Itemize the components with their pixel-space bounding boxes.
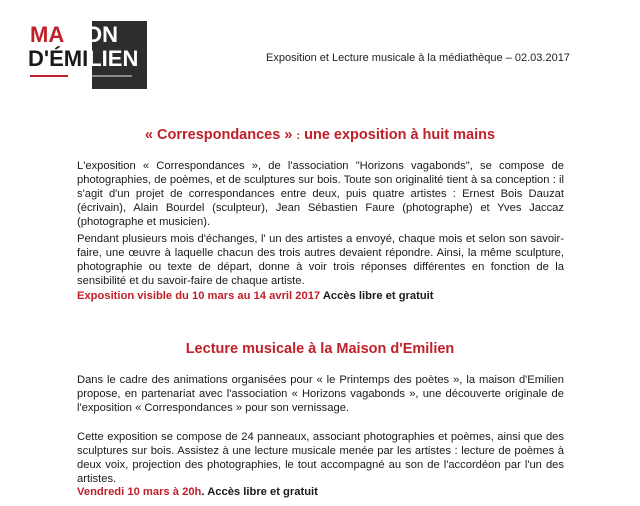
logo-underline-grey: [92, 75, 132, 77]
section1-paragraph-1: L'exposition « Correspondances », de l'association "Horizons vagabonds", se compose de photographies, de poèmes, et de sculptures sur bois. Toute son originalité tient à sa conception : il s'agit d'un projet de correspondances entre deux, puis quatre artistes : Ernest Bois Dauzat (écrivain), Alain Bourdel (sculpteur), Jean Sébastien Faure (photographe) et Yves Jaccaz (photographe et musicien).: [77, 160, 564, 228]
logo-mark: M: [30, 22, 49, 47]
maison-demilien-logo: [28, 21, 148, 89]
logo-line1-rest: ISON: [64, 22, 119, 47]
section2-paragraph-2: Cette exposition se compose de 24 panneaux, associant photographies et poèmes, ainsi que des sculptures sur bois. Assistez à une lecture musicale menée par les artistes : lecture de poèmes à deux voix, projection des photographies, le tout accompagné au son de l'accordéon par l'un des artistes.: [77, 431, 564, 485]
logo-a: A: [48, 22, 65, 47]
logo-underline-red: [30, 75, 68, 77]
reading-date: Vendredi 10 mars à 20h: [77, 486, 202, 498]
section2-date-line: [77, 486, 318, 498]
section1-paragraph-2: Pendant plusieurs mois d'échanges, l' un des artistes a envoyé, chaque mois et selon son savoir-faire, une œuvre à laquelle chacun des trois autres devaient répondre. Ainsi, la même sculpture, photographie ou texte de départ, donne à voir trois réponses différentes en fonction de la sensibilité et du savoir-faire de chaque artiste.: [77, 233, 564, 287]
section1-title-colon: :: [296, 130, 301, 142]
logo-line-1: [30, 24, 118, 46]
reading-date-sep: .: [201, 486, 208, 498]
logo-line-2: [28, 48, 138, 70]
section1-dates-line: [77, 290, 434, 302]
section1-title-main: « Correspondances »: [144, 127, 297, 143]
exhibition-dates: Exposition visible du 10 mars au 14 avril 2017: [77, 290, 321, 302]
event-header: Exposition et Lecture musicale à la médiathèque – 02.03.2017: [266, 52, 570, 64]
reading-access: Accès libre et gratuit: [207, 486, 318, 498]
section2-title: Lecture musicale à la Maison d'Emilien: [185, 341, 455, 357]
logo-line2-b: LIEN: [88, 46, 139, 71]
section1-title: [0, 127, 640, 143]
section2-paragraph-1: Dans le cadre des animations organisées pour « le Printemps des poètes », la maison d'Emilien propose, en partenariat avec l'association « Horizons vagabonds », une découverte originale de l'exposition « Correspondances » pour son vernissage.: [77, 374, 564, 414]
exhibition-access: Accès libre et gratuit: [320, 290, 434, 302]
logo-line2-a: D'ÉMI: [28, 46, 89, 71]
section1-title-rest: une exposition à huit mains: [300, 127, 496, 143]
